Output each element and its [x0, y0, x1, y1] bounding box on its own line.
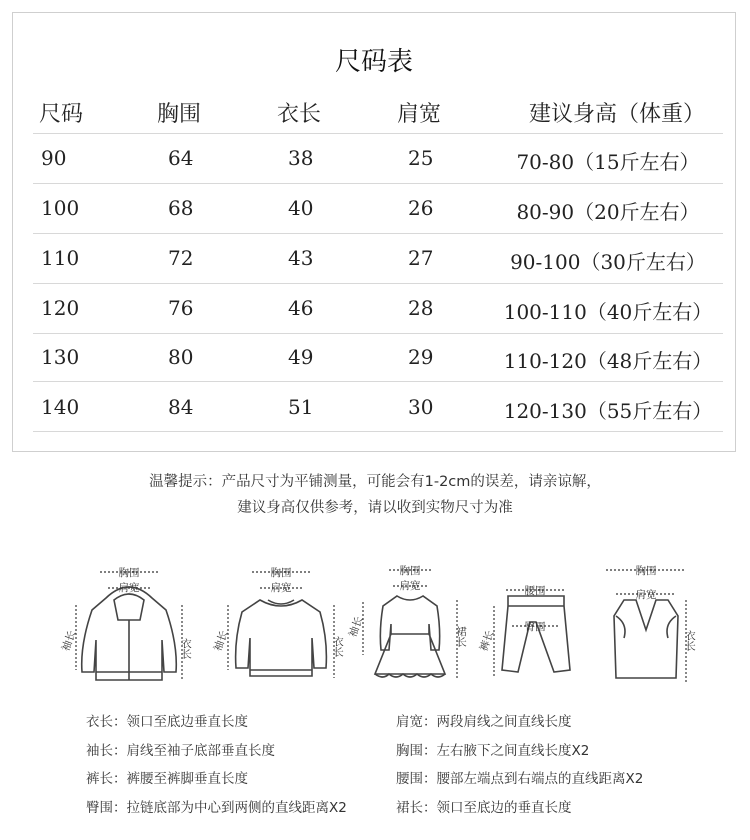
dress-diagram [345, 560, 475, 695]
size-table [12, 12, 736, 452]
row-divider [33, 333, 723, 334]
row-divider [33, 233, 723, 234]
tip-line-2: 建议身高仅供参考，请以收到实物尺寸为准 [237, 500, 513, 516]
row-divider [33, 133, 723, 134]
sweater-icon [210, 560, 350, 695]
label-shoulder: 肩宽 [270, 582, 292, 594]
cell-shoulder: 25 [408, 146, 434, 170]
cell-shoulder: 30 [408, 395, 434, 419]
header-length: 衣长 [277, 102, 322, 127]
label-chest: 胸围 [118, 567, 140, 579]
vest-diagram [594, 560, 704, 695]
cell-shoulder: 26 [408, 196, 434, 220]
cell-height: 80-90（20斤左右） [516, 200, 700, 224]
row-divider [33, 431, 723, 432]
sweater-diagram [210, 560, 350, 695]
label-shoulder: 肩宽 [399, 580, 421, 592]
label-chest: 胸围 [399, 565, 421, 577]
cell-length: 43 [288, 246, 314, 270]
cell-size: 140 [41, 395, 80, 419]
cell-chest: 84 [168, 395, 194, 419]
label-chest: 胸围 [635, 565, 657, 577]
label-hip: 臀围 [524, 621, 546, 633]
row-divider [33, 381, 723, 382]
cell-height: 90-100（30斤左右） [510, 250, 706, 274]
cell-height: 70-80（15斤左右） [516, 150, 700, 174]
pants-icon [478, 560, 588, 695]
cell-size: 130 [41, 345, 80, 369]
cell-shoulder: 29 [408, 345, 434, 369]
cell-chest: 80 [168, 345, 194, 369]
label-sleeve: 袖长 [211, 629, 231, 653]
definition-pants: 裤长：裤腰至裤脚垂直长度 [86, 771, 248, 787]
cell-height: 120-130（55斤左右） [503, 399, 713, 423]
label-waist: 腰围 [524, 585, 546, 597]
definition-chest: 胸围：左右腋下之间直线长度X2 [396, 743, 590, 759]
definition-hip: 臀围：拉链底部为中心到两侧的直线距离X2 [86, 800, 347, 816]
label-sleeve: 袖长 [59, 629, 79, 653]
header-height: 建议身高（体重） [529, 102, 706, 127]
cell-chest: 68 [168, 196, 194, 220]
vest-icon [594, 560, 704, 695]
label-length: 衣长 [684, 630, 696, 651]
cell-chest: 64 [168, 146, 194, 170]
row-divider [33, 283, 723, 284]
definition-skirt: 裙长：领口至底边的垂直长度 [396, 800, 572, 816]
definition-length: 衣长：领口至底边垂直长度 [86, 714, 248, 730]
hooded-jacket-diagram [58, 560, 198, 695]
cell-size: 120 [41, 296, 80, 320]
cell-length: 49 [288, 345, 314, 369]
row-divider [33, 183, 723, 184]
pants-diagram [478, 560, 588, 695]
label-length: 衣长 [180, 638, 192, 659]
label-chest: 胸围 [270, 567, 292, 579]
label-shoulder: 肩宽 [635, 589, 657, 601]
cell-shoulder: 27 [408, 246, 434, 270]
table-title: 尺码表 [334, 47, 413, 77]
definition-waist: 腰围：腰部左端点到右端点的直线距离X2 [396, 771, 644, 787]
hooded-jacket-icon [58, 560, 198, 695]
header-shoulder: 肩宽 [397, 102, 442, 127]
label-length: 衣长 [332, 636, 344, 657]
header-chest: 胸围 [157, 102, 202, 127]
cell-shoulder: 28 [408, 296, 434, 320]
label-sleeve: 袖长 [346, 615, 366, 639]
cell-height: 100-110（40斤左右） [503, 300, 713, 324]
cell-length: 38 [288, 146, 314, 170]
dress-icon [345, 560, 475, 695]
cell-length: 51 [288, 395, 314, 419]
definition-shoulder: 肩宽：两段肩线之间直线长度 [396, 714, 572, 730]
cell-size: 90 [41, 146, 67, 170]
cell-height: 110-120（48斤左右） [503, 349, 713, 373]
header-size: 尺码 [39, 102, 84, 127]
label-shoulder: 肩宽 [118, 582, 140, 594]
definition-sleeve: 袖长：肩线至袖子底部垂直长度 [86, 743, 275, 759]
tip-line-1: 温馨提示：产品尺寸为平铺测量，可能会有1-2cm的误差，请亲谅解， [149, 474, 601, 490]
label-skirt: 裙长 [455, 626, 467, 647]
cell-length: 46 [288, 296, 314, 320]
cell-size: 100 [41, 196, 80, 220]
cell-chest: 72 [168, 246, 194, 270]
label-pants: 裤长 [477, 629, 497, 653]
cell-size: 110 [41, 246, 80, 270]
cell-chest: 76 [168, 296, 194, 320]
cell-length: 40 [288, 196, 314, 220]
